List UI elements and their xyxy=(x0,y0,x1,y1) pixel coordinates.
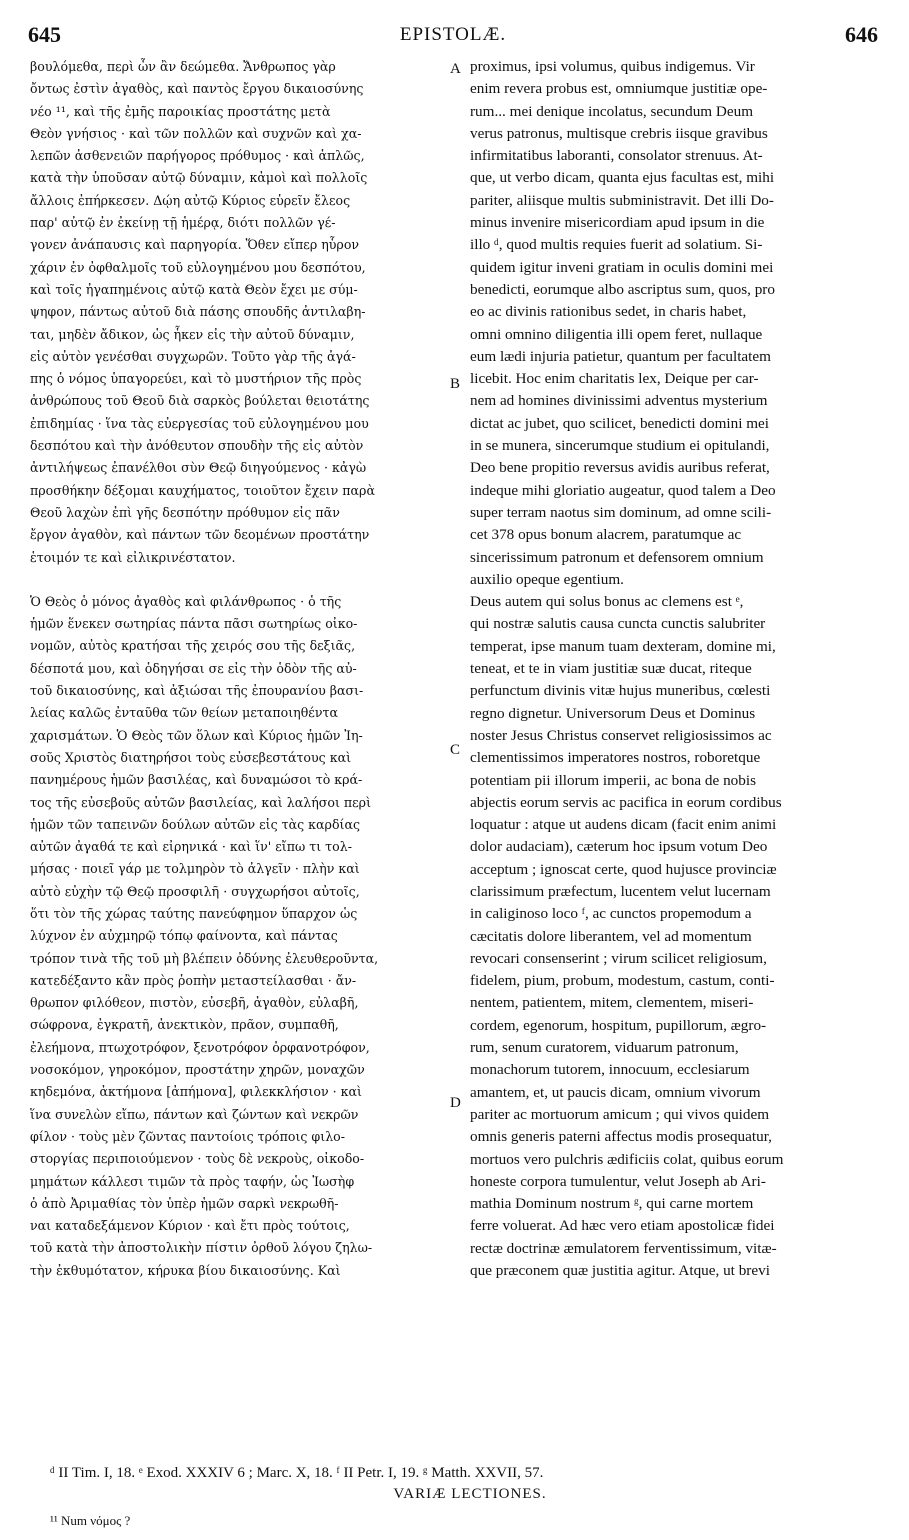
greek-text-line: ἑτοιμόν τε καὶ εἰλικρινέστατον. xyxy=(30,549,236,565)
left-page-number: 645 xyxy=(28,22,61,47)
latin-text-line: verus patronus, multisque crebris iisque gravibus xyxy=(470,124,768,142)
latin-text-line: perfunctum divinis vitæ hujus muneribus, cœlesti xyxy=(470,682,771,700)
latin-text-line: infirmitatibus laboranti, consolator strenuus. At- xyxy=(470,147,763,165)
greek-text-line: χάριν ἐν ὀφθαλμοῖς τοῦ εὐλογημένου μου δεσπότου, xyxy=(30,259,366,275)
greek-text-line: ὁ ἀπὸ Ἀριμαθίας τὸν ὑπὲρ ἡμῶν σαρκὶ νεκρωθῆ- xyxy=(30,1195,339,1211)
greek-text-line: καὶ τοῖς ἠγαπημένοις αὐτῷ κατὰ Θεὸν ἔχει με σύμ- xyxy=(30,281,358,297)
latin-text-column xyxy=(470,56,878,1282)
greek-text-line: σοῦς Χριστὸς διατηρήσοι τοὺς εὐσεβεστάτους καὶ xyxy=(30,749,352,765)
greek-text-line: ψηφον, πάντως αὐτοῦ διὰ πάσης σπουδῆς ἀντιλαβη- xyxy=(30,304,366,320)
greek-text-line: ἀνθρώπους τοῦ Θεοῦ διὰ σαρκὸς βούλεται θειοτάτης xyxy=(30,393,370,409)
latin-text-line: Deo bene propitio reversus avidis auribus referat, xyxy=(470,459,770,477)
section-marker-b: B xyxy=(450,376,461,392)
page-header xyxy=(28,22,878,52)
greek-text-line: δέσποτά μου, καὶ ὁδηγήσαι σε εἰς τὴν ὁδὸν τῆς αὐ- xyxy=(30,660,357,676)
greek-text-line: εἰς αὐτὸν γενέσθαι συγχωρῶν. Τοῦτο γὰρ τῆς ἀγά- xyxy=(30,348,356,364)
greek-text-line: τοῦ κατὰ τὴν ἀποστολικὴν πίστιν ὀρθοῦ λόγου ζηλω- xyxy=(30,1240,373,1256)
greek-text-line: ἵνα συνελὼν εἴπω, πάντων καὶ ζώντων καὶ νεκρῶν xyxy=(30,1106,359,1122)
latin-text-line: omnis generis paterni affectus modis prosequatur, xyxy=(470,1128,772,1146)
latin-text-line: honeste corpora tumulentur, velut Joseph ab Ari- xyxy=(470,1172,766,1190)
latin-text-line: clarissimum præfectum, lucentem velut lucernam xyxy=(470,882,771,900)
latin-text-line: noster Jesus Christus conservet religiosissimos ac xyxy=(470,726,772,744)
latin-text-line: que, ut verbo dicam, quanta ejus facultas est, mihi xyxy=(470,169,775,187)
latin-text-line: rectæ doctrinæ æmulatorem ferventissimum, vitæ- xyxy=(470,1239,777,1257)
latin-text-line: mortuos vero pulchris ædificiis colat, quibus eorum xyxy=(470,1150,784,1168)
greek-text-line: αὐτῶν ἀγαθά τε καὶ εἰρηνικά · καὶ ἵν' εἴπω τι τολ- xyxy=(30,839,352,855)
greek-text-line: ἡμῶν τῶν ταπεινῶν δούλων αὐτῶν εἰς τὰς καρδίας xyxy=(30,816,361,832)
greek-text-line: παρ' αὐτῷ ἐν ἐκείνῃ τῇ ἡμέρᾳ, διότι πολλῶν γέ- xyxy=(30,215,336,231)
greek-text-line: νομῶν, αὐτὸς κρατήσαι τῆς χειρός σου τῆς δεξιᾶς, xyxy=(30,638,356,654)
greek-text-line: χαρισμάτων. Ὁ Θεὸς τῶν ὅλων καὶ Κύριος ἡμῶν Ἰη- xyxy=(30,727,363,743)
latin-text-line: minus invenire misericordiam apud ipsum in die xyxy=(470,214,765,232)
latin-text-line: loquatur : atque ut audens dicam (facit enim animi xyxy=(470,816,777,834)
greek-text-line: τὴν ἐκθυμότατον, κήρυκα βίου δικαιοσύνης. Καὶ xyxy=(30,1262,341,1278)
latin-text-line: acceptum ; ignoscat certe, quod hujusce provinciæ xyxy=(470,860,777,878)
greek-text-line: μημάτων κάλλεσι τιμῶν τὰ πρὸς ταφήν, ὡς Ἰωσὴφ xyxy=(30,1173,355,1189)
latin-text-line: temperat, ipse manum tuam dexteram, domine mi, xyxy=(470,637,776,655)
latin-text-line: abjectis eorum servis ac pacifica in eorum cordibus xyxy=(470,793,782,811)
greek-text-line: στοργίας περιποιούμενον · τοὺς δὲ νεκροὺς, οἰκοδο- xyxy=(30,1151,365,1167)
latin-text-line: nentem, patientem, mitem, clementem, miseri- xyxy=(470,994,754,1012)
running-title: EPISTOLÆ. xyxy=(399,24,507,45)
latin-text-line: super terram naotus sim dominum, ad omne scili- xyxy=(470,503,772,521)
latin-text-line: dolor audaciam), cæterum hoc ipsum votum Deo xyxy=(470,838,768,856)
latin-text-line: Deus autem qui solus bonus ac clemens est ᵉ, xyxy=(470,593,744,611)
greek-text-line: ὄντως ἐστὶν ἀγαθὸς, καὶ παντὸς ἔργου δικαιοσύνης xyxy=(30,81,364,97)
greek-text-line: γονεν ἀνάπαυσις καὶ παρηγορία. Ὅθεν εἴπερ ηὗρον xyxy=(30,237,360,253)
greek-text-line: αὐτὸ εὐχὴν τῷ Θεῷ προσφιλῆ · συγχωρήσοι αὐτοῖς, xyxy=(30,883,360,899)
latin-text-line: rum, senum curatorem, viduarum patronum, xyxy=(470,1039,739,1057)
latin-text-line: illo ᵈ, quod multis requies fuerit ad solatium. Si- xyxy=(470,236,763,254)
greek-text-line: τρόπον τινὰ τῆς τοῦ μὴ βλέπειν ὀδύνης ἐλευθεροῦντα, xyxy=(30,950,379,966)
latin-text-line: dictat ac jubet, quo scilicet, benedicti domini mei xyxy=(470,414,770,432)
greek-text-line: Θεὸν γνήσιος · καὶ τῶν πολλῶν καὶ συχνῶν καὶ χα- xyxy=(30,125,362,141)
greek-text-line: ἀντιλήψεως ἐπανέλθοι σὺν Θεῷ διηγούμενος · κἀγὼ xyxy=(30,460,367,476)
latin-text-line: cordem, egenorum, hospitum, pupillorum, ægro- xyxy=(470,1016,767,1034)
latin-text-line: que præconem quæ justitia agitur. Atque, ut brevi xyxy=(470,1262,770,1280)
greek-text-line: Θεοῦ λαχὼν ἐπὶ γῆς δεσπότην πρόθυμον εἰς πᾶν xyxy=(30,504,340,520)
latin-text-line: pariter ac mortuorum amicum ; qui vivos quidem xyxy=(470,1105,770,1123)
latin-text-line: rum... mei denique incolatus, secundum Deum xyxy=(470,102,754,120)
latin-text-line: revocari consenserint ; virum scilicet religiosum, xyxy=(470,949,767,967)
latin-text-line: enim revera probus est, omniumque justitiæ ope- xyxy=(470,80,768,98)
greek-text-line: προσθήκην δέξομαι καυχήματος, τοιοῦτον ἔχειν παρὰ xyxy=(30,482,375,498)
latin-text-line: in caliginoso loco ᶠ, ac cunctos propemodum a xyxy=(470,905,752,923)
section-marker-a: A xyxy=(450,61,461,77)
scripture-references: ᵈ II Tim. I, 18. ᵉ Exod. XXXIV 6 ; Marc. X, 18. ᶠ II Petr. I, 19. ᵍ Matth. XXVII, 57. xyxy=(50,1465,544,1481)
latin-text-line: cet 378 opus bonum alacrem, paratumque ac xyxy=(470,526,742,544)
greek-text-line: ται, μηδὲν ἄδικον, ὡς ἧκεν εἰς τὴν αὐτοῦ δύναμιν, xyxy=(30,326,355,342)
greek-text-line: νοσοκόμον, γηροκόμον, προστάτην χηρῶν, μοναχῶν xyxy=(30,1062,365,1078)
latin-text-line: pariter, aliisque multis subministravit. Det illi Do- xyxy=(470,191,774,209)
latin-text-line: fidelem, pium, probum, modestum, castum, conti- xyxy=(470,972,775,990)
greek-text-line: λείας καλῶς ἐνταῦθα τῶν θείων μεταποιηθέντα xyxy=(30,705,338,721)
greek-text-line: ἄλλοις ἐπήρκεσεν. Δῴη αὐτῷ Κύριος εὑρεῖν ἔλεος xyxy=(30,192,351,208)
greek-text-line: ναι καταδεξάμενον Κύριον · καὶ ἔτι πρὸς τούτοις, xyxy=(30,1218,350,1234)
latin-text-line: sincerissimum patronum et defensorem omnium xyxy=(470,548,764,566)
latin-text-line: quidem igitur inveni gratiam in oculis domini mei xyxy=(470,258,774,276)
latin-text-line: qui nostræ salutis causa cuncta cunctis salubriter xyxy=(470,615,766,633)
greek-text-line: σώφρονα, ἐγκρατῆ, ἀνεκτικὸν, πρᾶον, συμπαθῆ, xyxy=(30,1017,339,1033)
right-page-number: 646 xyxy=(845,22,878,47)
latin-text-line: auxilio opeque egentium. xyxy=(470,570,624,588)
latin-text-line: indeque mihi gloriatio augeatur, quod talem a Deo xyxy=(470,481,776,499)
latin-text-line: omni omnino diligentia illi opem feret, nullaque xyxy=(470,325,763,343)
greek-text-line: ἡμῶν ἕνεκεν σωτηρίας πάντα πᾶσι σωτηρίως οἰκο- xyxy=(30,616,358,632)
latin-text-line: cæcitatis dolore liberantem, vel ad momentum xyxy=(470,927,752,945)
greek-text-line: ὅτι τὸν τῆς χώρας ταύτης πανεύφημον ὕπαρχον ὡς xyxy=(30,905,358,921)
greek-text-line: κατὰ τὴν ὑποῦσαν αὐτῷ δύναμιν, κἀμοὶ καὶ πολλοῖς xyxy=(30,170,368,186)
section-marker-d: D xyxy=(450,1095,461,1111)
latin-text-line: amantem, et, ut paucis dicam, omnium vivorum xyxy=(470,1083,761,1101)
greek-text-line: βουλόμεθα, περὶ ὧν ἂν δεώμεθα. Ἄνθρωπος γὰρ xyxy=(30,59,336,74)
greek-text-line: κηδεμόνα, ἀκτήμονα [ἀπήμονα], φιλεκκλήσιον · καὶ xyxy=(30,1084,362,1100)
greek-text-line: δεσπότου καὶ τὴν ἀνόθευτον σπουδὴν τῆς εἰς αὐτὸν xyxy=(30,438,364,454)
section-marker-c: C xyxy=(450,742,461,758)
greek-text-line: κατεδέξαντο κἂν πρὸς ῥοπὴν μεταστείλασθαι · ἄν- xyxy=(30,972,357,988)
greek-text-line: θρωπον φιλόθεον, πιστὸν, εὐσεβῆ, ἀγαθὸν, εὐλαβῆ, xyxy=(30,995,359,1011)
greek-text-line: ἐλεήμονα, πτωχοτρόφον, ξενοτρόφον ὀρφανοτρόφον, xyxy=(30,1039,370,1055)
latin-text-line: clementissimos imperatores nostros, roboretque xyxy=(470,749,761,767)
latin-text-line: teneat, et te in viam justitiæ suæ ducat, riteque xyxy=(470,660,752,678)
greek-text-line: πανημέρους ἡμῶν βασιλέας, καὶ δυναμώσοι τὸ κρά- xyxy=(30,772,363,788)
greek-text-line: τοῦ δικαιοσύνης, καὶ ἀξιώσαι τῆς ἐπουρανίου βασι- xyxy=(30,683,364,699)
greek-text-line: λύχνον ἐν αὐχμηρῷ τόπῳ φαίνοντα, καὶ πάντας xyxy=(30,928,338,944)
greek-text-line: τος τῆς εὐσεβοῦς αὐτῶν βασιλείας, καὶ λαλήσοι περὶ xyxy=(30,794,372,810)
latin-text-line: ferre voluerat. Ad hæc vero etiam apostolicæ fidei xyxy=(470,1217,775,1235)
latin-text-line: potentiam pii illorum imperii, ac bona de nobis xyxy=(470,771,756,789)
greek-text-line: νέο ¹¹, καὶ τῆς ἐμῆς παροικίας προστάτης μετὰ xyxy=(30,103,331,119)
greek-text-line: μήσας · ποιεῖ γάρ με τολμηρὸν τὸ ἀλγεῖν · πλὴν καὶ xyxy=(30,861,360,877)
greek-text-line: λεπῶν ἀσθενειῶν παρήγορος πρόθυμος · καὶ ἁπλῶς, xyxy=(30,148,365,164)
greek-text-line: ἔργον ἀγαθὸν, καὶ πάντων τῶν δεομένων προστάτην xyxy=(30,527,370,543)
latin-text-line: proximus, ipsi volumus, quibus indigemus. Vir xyxy=(470,58,755,75)
greek-text-column xyxy=(30,56,450,1282)
greek-text-line: Ὁ Θεὸς ὁ μόνος ἀγαθὸς καὶ φιλάνθρωπος · ὁ τῆς xyxy=(30,593,342,609)
greek-text-line: φίλον · τοὺς μὲν ζῶντας παντοίοις τρόποις φιλο- xyxy=(30,1128,346,1144)
variant-reading: ¹¹ Num νόμος ? xyxy=(50,1513,131,1528)
latin-text-line: eum lædi injuria patietur, quantum per facultatem xyxy=(470,347,771,365)
variae-lectiones-heading: VARIÆ LECTIONES. xyxy=(393,1486,547,1502)
footnotes xyxy=(50,1462,890,1529)
greek-text-line xyxy=(30,569,450,591)
greek-text-line: ἐπιδημίας · ἵνα τὰς εὐεργεσίας τοῦ εὐλογημένου μου xyxy=(30,415,369,431)
latin-text-line: monachorum tutorem, innocuum, ecclesiarum xyxy=(470,1061,750,1079)
greek-text-line: πης ὁ νόμος ὑπαγορεύει, καὶ τὸ μυστήριον τῆς πρὸς xyxy=(30,371,362,387)
latin-text-line: benedicti, eorumque albo ascriptus sum, quos, pro xyxy=(470,280,775,298)
latin-text-line: mathia Dominum nostrum ᵍ, qui carne mortem xyxy=(470,1195,754,1213)
latin-text-line: licebit. Hoc enim charitatis lex, Deique per car- xyxy=(470,370,759,388)
latin-text-line: in se munera, sincerumque studium ei opitulandi, xyxy=(470,437,770,455)
latin-text-line: regno dignetur. Universorum Deus et Dominus xyxy=(470,704,756,722)
latin-text-line: nem ad homines divinissimi adventus mysterium xyxy=(470,392,768,410)
latin-text-line: eo ac divinis rationibus sedet, in charis habet, xyxy=(470,303,747,321)
